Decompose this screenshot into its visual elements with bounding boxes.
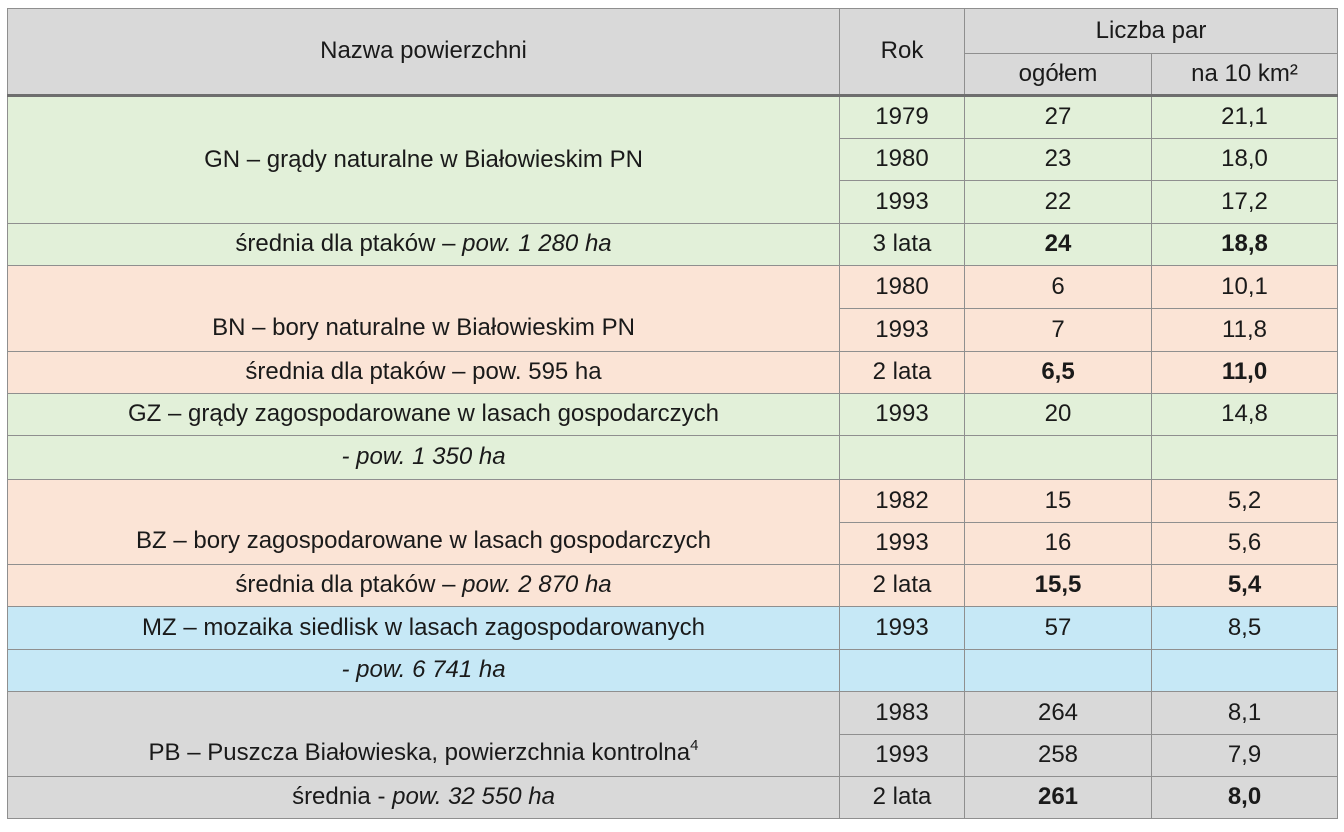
header-total: ogółem <box>965 54 1152 96</box>
table-row <box>8 394 1338 436</box>
gn-per10-3: 17,2 <box>1152 181 1338 224</box>
pb-year-2: 1993 <box>840 735 965 777</box>
bn-avg-total: 6,5 <box>965 352 1152 394</box>
bn-per10-1: 10,1 <box>1152 266 1338 309</box>
pb-name-cell <box>8 692 840 777</box>
gn-avg-area: pow. 1 280 ha <box>462 230 612 258</box>
gn-avg-years: 3 lata <box>840 224 965 266</box>
bz-year-1: 1982 <box>840 480 965 523</box>
gn-year-2: 1980 <box>840 139 965 181</box>
mz-empty-total <box>965 650 1152 692</box>
gz-empty-year <box>840 436 965 480</box>
pb-year-1: 1983 <box>840 692 965 735</box>
gz-empty-total <box>965 436 1152 480</box>
table-row <box>8 224 1338 266</box>
mz-per10: 8,5 <box>1152 607 1338 650</box>
pb-footnote: 4 <box>690 736 699 754</box>
gn-year-3: 1993 <box>840 181 965 224</box>
bz-year-2: 1993 <box>840 523 965 565</box>
bz-avg-label <box>8 565 840 607</box>
bn-total-1: 6 <box>965 266 1152 309</box>
bn-year-2: 1993 <box>840 309 965 352</box>
bn-avg-per10: 11,0 <box>1152 352 1338 394</box>
mz-area: - pow. 6 741 ha <box>8 650 840 692</box>
gn-avg-total: 24 <box>965 224 1152 266</box>
gn-per10-1: 21,1 <box>1152 96 1338 139</box>
table-row <box>8 607 1338 650</box>
gz-per10: 14,8 <box>1152 394 1338 436</box>
pb-avg-text: średnia - <box>292 783 393 811</box>
bn-total-2: 7 <box>965 309 1152 352</box>
pb-total-1: 264 <box>965 692 1152 735</box>
bz-avg-total: 15,5 <box>965 565 1152 607</box>
table-row <box>8 480 1338 523</box>
data-table-container <box>7 8 1337 826</box>
gz-year: 1993 <box>840 394 965 436</box>
table-row <box>8 436 1338 480</box>
bn-avg-years: 2 lata <box>840 352 965 394</box>
gn-total-3: 22 <box>965 181 1152 224</box>
pb-avg-area: pow. 32 550 ha <box>392 783 555 811</box>
mz-name: MZ – mozaika siedlisk w lasach zagospodarowanych <box>8 607 840 650</box>
gn-name: GN – grądy naturalne w Białowieskim PN <box>8 96 840 224</box>
gz-name: GZ – grądy zagospodarowane w lasach gospodarczych <box>8 394 840 436</box>
pb-name: PB – Puszcza Białowieska, powierzchnia kontrolna <box>148 738 691 766</box>
mz-year: 1993 <box>840 607 965 650</box>
mz-total: 57 <box>965 607 1152 650</box>
bn-avg-label: średnia dla ptaków – pow. 595 ha <box>8 352 840 394</box>
gn-total-1: 27 <box>965 96 1152 139</box>
mz-empty-year <box>840 650 965 692</box>
header-name: Nazwa powierzchni <box>8 9 840 96</box>
pb-avg-years: 2 lata <box>840 777 965 819</box>
bz-per10-2: 5,6 <box>1152 523 1338 565</box>
bz-total-2: 16 <box>965 523 1152 565</box>
bz-avg-text: średnia dla ptaków – <box>235 571 463 599</box>
pb-avg-per10: 8,0 <box>1152 777 1338 819</box>
gn-avg-label <box>8 224 840 266</box>
pb-avg-total: 261 <box>965 777 1152 819</box>
bn-name: BN – bory naturalne w Białowieskim PN <box>8 266 840 352</box>
bz-name: BZ – bory zagospodarowane w lasach gospodarczych <box>8 480 840 565</box>
table-row <box>8 565 1338 607</box>
bz-per10-1: 5,2 <box>1152 480 1338 523</box>
gn-year-1: 1979 <box>840 96 965 139</box>
gz-empty-per10 <box>1152 436 1338 480</box>
pb-per10-2: 7,9 <box>1152 735 1338 777</box>
table-row <box>8 266 1338 309</box>
table-row <box>8 96 1338 139</box>
bz-avg-years: 2 lata <box>840 565 965 607</box>
table-row <box>8 650 1338 692</box>
gn-avg-per10: 18,8 <box>1152 224 1338 266</box>
bz-avg-area: pow. 2 870 ha <box>462 571 612 599</box>
gn-per10-2: 18,0 <box>1152 139 1338 181</box>
gz-area: - pow. 1 350 ha <box>8 436 840 480</box>
gn-total-2: 23 <box>965 139 1152 181</box>
header-pairs: Liczba par <box>965 9 1338 54</box>
pb-total-2: 258 <box>965 735 1152 777</box>
gz-total: 20 <box>965 394 1152 436</box>
gn-avg-text: średnia dla ptaków – <box>235 230 463 258</box>
data-table <box>7 8 1338 819</box>
pb-avg-label <box>8 777 840 819</box>
table-row <box>8 692 1338 735</box>
table-row <box>8 777 1338 819</box>
mz-empty-per10 <box>1152 650 1338 692</box>
bz-avg-per10: 5,4 <box>1152 565 1338 607</box>
header-year: Rok <box>840 9 965 96</box>
bn-year-1: 1980 <box>840 266 965 309</box>
header-per10: na 10 km² <box>1152 54 1338 96</box>
bn-per10-2: 11,8 <box>1152 309 1338 352</box>
pb-per10-1: 8,1 <box>1152 692 1338 735</box>
table-row <box>8 352 1338 394</box>
bz-total-1: 15 <box>965 480 1152 523</box>
